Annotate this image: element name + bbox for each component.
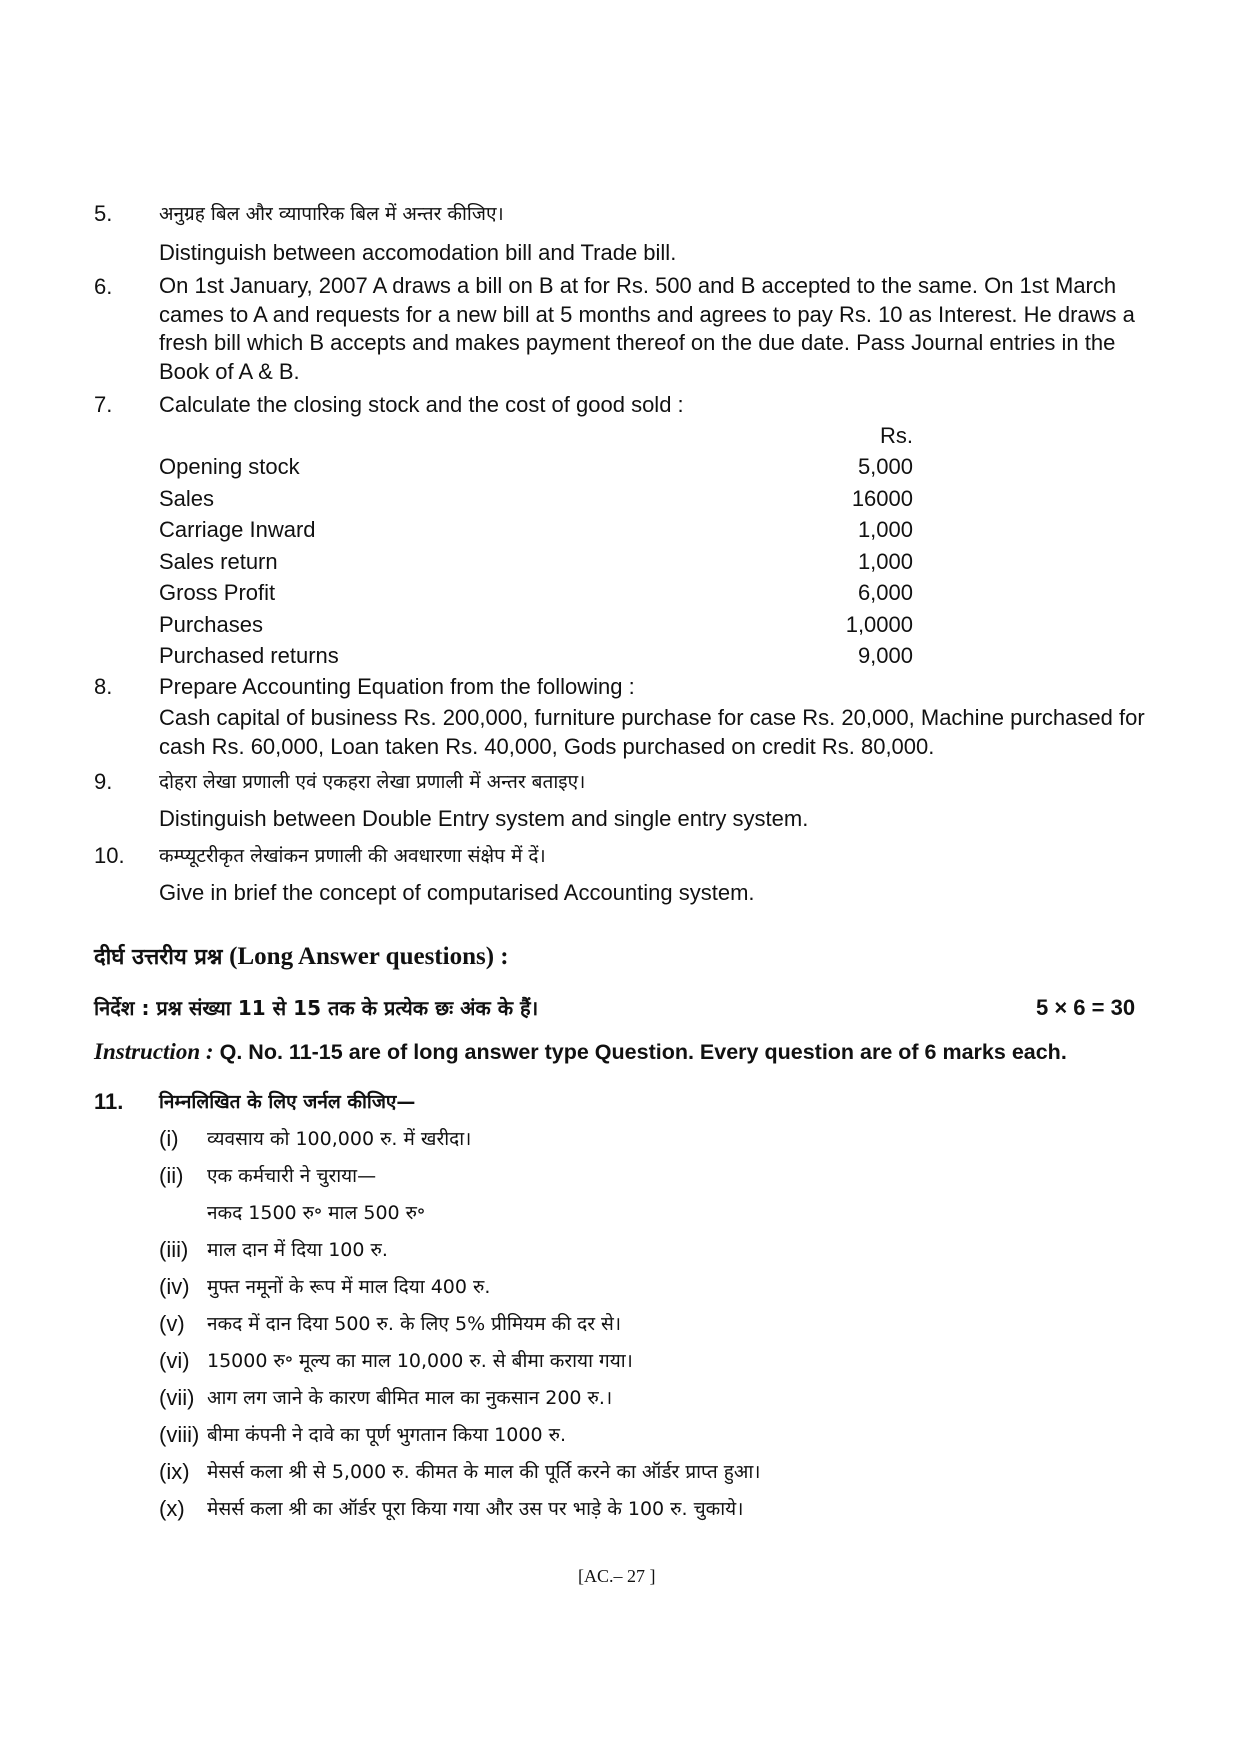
q7-row-label: Purchases (159, 612, 263, 637)
q11-item-roman: (ix) (159, 1459, 190, 1484)
marks-scheme: 5 × 6 = 30 (1036, 995, 1136, 1020)
q7-row-label: Purchased returns (159, 643, 339, 668)
q7-row-value: 16000 (851, 486, 913, 511)
q7-row-label: Sales return (159, 549, 278, 574)
q11-item-text: मेसर्स कला श्री से 5,000 रु. कीमत के माल की पूर्ति करने का ऑर्डर प्राप्त हुआ। (207, 1461, 761, 1483)
q11-item-text: 15000 रु॰ मूल्य का माल 10,000 रु. से बीमा कराया गया। (207, 1350, 633, 1372)
q11-item-roman: (vi) (159, 1348, 190, 1373)
instruction-line (94, 1037, 1067, 1067)
q11-item-roman: (ii) (159, 1163, 184, 1188)
q8-detail: Cash capital of business Rs. 200,000, furniture purchase for case Rs. 20,000, Machine purchased for cash Rs. 60,000, Loan taken Rs. 40,000, Gods purchased on credit Rs. 80,000. (159, 705, 1145, 759)
q7-row-value: 1,000 (857, 549, 913, 574)
long-answer-heading (94, 941, 509, 973)
instruction-text: Q. No. 11-15 are of long answer type Question. Every question are of 6 marks each. (219, 1040, 1067, 1064)
q6-number: 6. (94, 274, 113, 299)
q11-item-roman: (v) (159, 1311, 185, 1336)
q7-row-label: Opening stock (159, 454, 300, 479)
direction-hindi: निर्देश : प्रश्न संख्या 11 से 15 तक के प्रत्येक छः अंक के हैं। (94, 996, 539, 1020)
q9-hindi-text: दोहरा लेखा प्रणाली एवं एकहरा लेखा प्रणाली में अन्तर बताइए। (159, 771, 586, 793)
q11-item-roman: (x) (159, 1496, 185, 1521)
q11-item-roman: (iv) (159, 1274, 190, 1299)
q7-row-label: Carriage Inward (159, 517, 316, 542)
q7-row-value: 5,000 (857, 454, 913, 479)
q9-number: 9. (94, 769, 113, 794)
page-footer-ref: [AC.– 27 ] (578, 1566, 656, 1586)
instruction-label: Instruction : (94, 1039, 214, 1064)
q8-text: Prepare Accounting Equation from the following : (159, 674, 635, 699)
q11-item-text: माल दान में दिया 100 रु. (207, 1239, 388, 1261)
q7-number: 7. (94, 392, 113, 417)
q10-english-text: Give in brief the concept of computarised Accounting system. (159, 880, 755, 905)
q7-row-value: 1,000 (857, 517, 913, 542)
q11-item-roman: (i) (159, 1126, 179, 1151)
q7-row-value: 9,000 (857, 643, 913, 668)
q11-item-text: मुफ्त नमूनों के रूप में माल दिया 400 रु. (207, 1276, 491, 1298)
q7-currency-header: Rs. (880, 423, 913, 448)
q11-item-roman: (vii) (159, 1385, 195, 1410)
q11-title: निम्नलिखित के लिए जर्नल कीजिए— (159, 1091, 416, 1113)
q11-item-text: नकद में दान दिया 500 रु. के लिए 5% प्रीमियम की दर से। (207, 1313, 622, 1335)
q7-row-label: Sales (159, 486, 215, 511)
q11-item-roman: (viii) (159, 1422, 200, 1447)
q5-number: 5. (94, 201, 113, 226)
q6-text: On 1st January, 2007 A draws a bill on B at for Rs. 500 and B accepted to the same. On 1st March cames to A and requests for a new bill at 5 months and agrees to pay Rs. 10 as Interest. He draws a fresh bill which B accepts and makes payment thereof on the due date. Pass Journal entries in the Book of A & B. (159, 273, 1135, 384)
q8-number: 8. (94, 674, 113, 699)
q11-item-text: व्यवसाय को 100,000 रु. में खरीदा। (207, 1128, 472, 1150)
q11-item-text: बीमा कंपनी ने दावे का पूर्ण भुगतान किया 1000 रु. (207, 1424, 566, 1446)
q7-text: Calculate the closing stock and the cost of good sold : (159, 392, 684, 417)
q9-english-text: Distinguish between Double Entry system and single entry system. (159, 806, 809, 831)
q11-item-text: आग लग जाने के कारण बीमित माल का नुकसान 200 रु.। (207, 1387, 613, 1409)
q10-number: 10. (94, 843, 125, 868)
q7-row-label: Gross Profit (159, 580, 276, 605)
q7-row-value: 1,0000 (845, 612, 913, 637)
q11-item-roman: (iii) (159, 1237, 189, 1262)
q5-english-text: Distinguish between accomodation bill and Trade bill. (159, 240, 677, 265)
q5-hindi-text: अनुग्रह बिल और व्यापारिक बिल में अन्तर कीजिए। (159, 203, 504, 225)
long-answer-heading-hindi: दीर्घ उत्तरीय प्रश्न (94, 945, 223, 970)
q10-hindi-text: कम्प्यूटरीकृत लेखांकन प्रणाली की अवधारणा संक्षेप में दें। (159, 845, 546, 867)
q7-row-value: 6,000 (857, 580, 913, 605)
q11-item-text: नकद 1500 रु॰ माल 500 रु॰ (207, 1202, 426, 1224)
long-answer-heading-english: (Long Answer questions) : (229, 943, 509, 970)
q11-item-text: मेसर्स कला श्री का ऑर्डर पूरा किया गया और उस पर भाड़े के 100 रु. चुकाये। (207, 1498, 744, 1520)
q11-item-text: एक कर्मचारी ने चुराया— (207, 1165, 377, 1187)
q11-number: 11. (94, 1089, 124, 1114)
